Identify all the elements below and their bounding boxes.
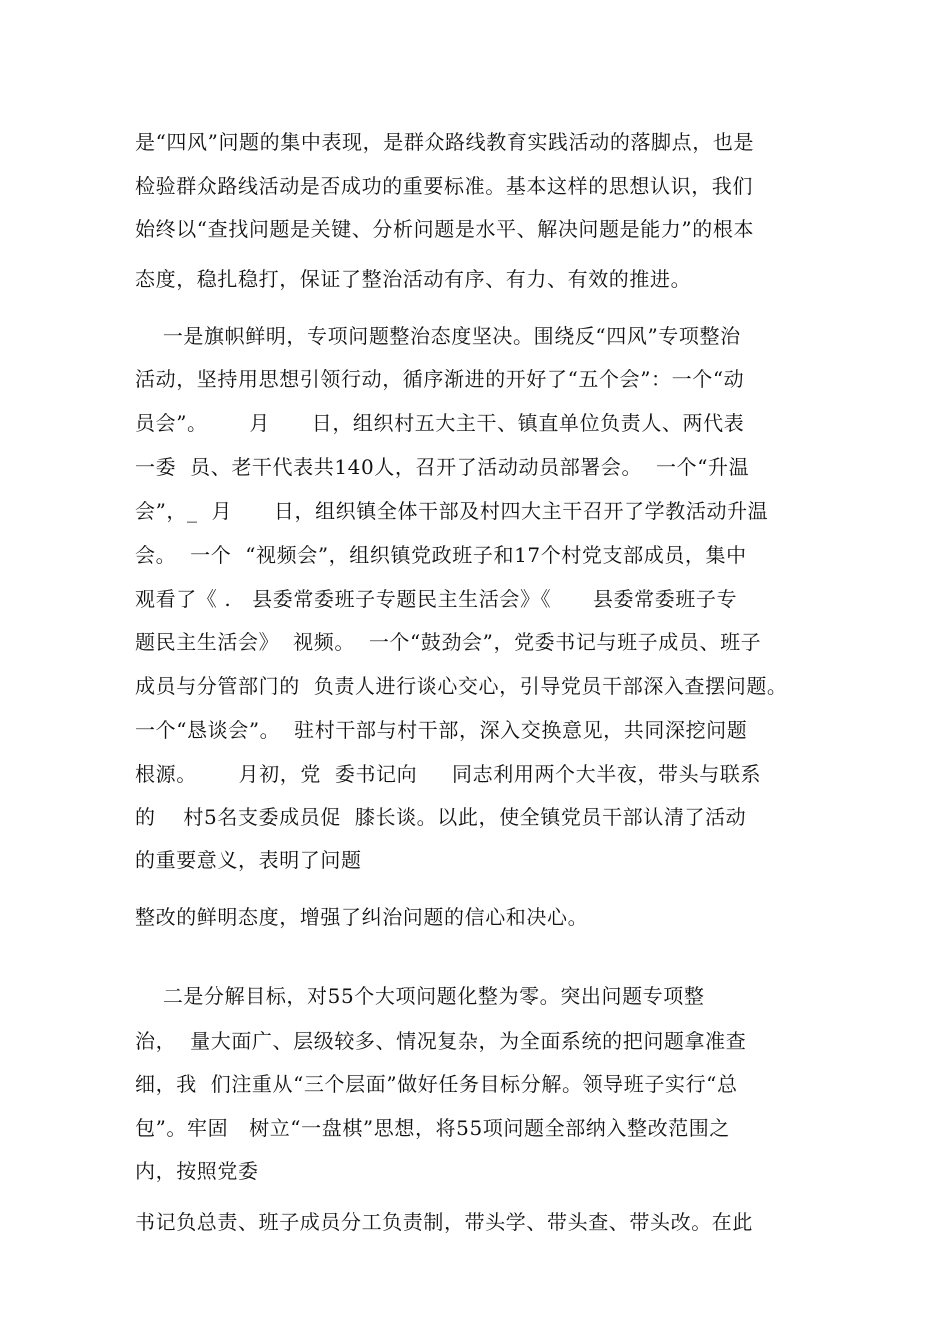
text-line: 书记负总责、班子成员分工负责制，带头学、带头查、带头改。在此 xyxy=(135,1210,753,1234)
text-line: 员会”。 月 日，组织村五大主干、镇直单位负责人、两代表 xyxy=(135,411,745,435)
text-line: 是“四风”问题的集中表现，是群众路线教育实践活动的落脚点，也是 xyxy=(135,130,755,154)
text-line: 整改的鲜明态度，增强了纠治问题的信心和决心。 xyxy=(135,905,589,929)
paragraph-heading-line: 一是旗帜鲜明，专项问题整治态度坚决。围绕反“四风”专项整治 xyxy=(135,324,741,348)
text-line: 一委 员、老干代表共140人，召开了活动动员部署会。 一个“升温 xyxy=(135,455,750,479)
text-line: 态度，稳扎稳打，保证了整治活动有序、有力、有效的推进。 xyxy=(135,267,692,291)
text-line: 治， 量大面广、层级较多、情况复杂，为全面系统的把问题拿准查 xyxy=(135,1029,747,1053)
text-line: 检验群众路线活动是否成功的重要标准。基本这样的思想认识，我们 xyxy=(135,174,753,198)
text-line: 会”，_ 月 日，组织镇全体干部及村四大主干召开了学教活动升温 xyxy=(135,499,769,523)
text-line: 一个“恳谈会”。 驻村干部与村干部，深入交换意见，共同深挖问题 xyxy=(135,718,748,742)
text-line: 细，我 们注重从“三个层面”做好任务目标分解。领导班子实行“总 xyxy=(135,1072,738,1096)
text-line: 根源。 月初，党 委书记向 同志利用两个大半夜，带头与联系 xyxy=(135,762,762,786)
text-line: 题民主生活会》 视频。 一个“鼓劲会”，党委书记与班子成员、班子 xyxy=(135,630,762,654)
text-line: 的 村5名支委成员促 膝长谈。以此，使全镇党员干部认清了活动 xyxy=(135,805,747,829)
text-line: 成员与分管部门的 负责人进行谈心交心，引导党员干部深入查摆问题。 xyxy=(135,674,788,698)
text-line: 会。 一个 “视频会”，组织镇党政班子和17个村党支部成员，集中 xyxy=(135,543,747,567)
text-line: 活动，坚持用思想引领行动，循序渐进的开好了“五个会”：一个“动 xyxy=(135,367,745,391)
text-line: 内，按照党委 xyxy=(135,1159,259,1183)
text-line: 观看了《 . 县委常委班子专题民主生活会》《 县委常委班子专 xyxy=(135,587,738,611)
text-line: 的重要意义，表明了问题 xyxy=(135,848,362,872)
text-line: 包”。牢固 树立“一盘棋”思想，将55项问题全部纳入整改范围之 xyxy=(135,1116,730,1140)
text-line: 始终以“查找问题是关键、分析问题是水平、解决问题是能力”的根本 xyxy=(135,217,755,241)
paragraph-heading-line: 二是分解目标，对55个大项问题化整为零。突出问题专项整 xyxy=(135,984,705,1008)
